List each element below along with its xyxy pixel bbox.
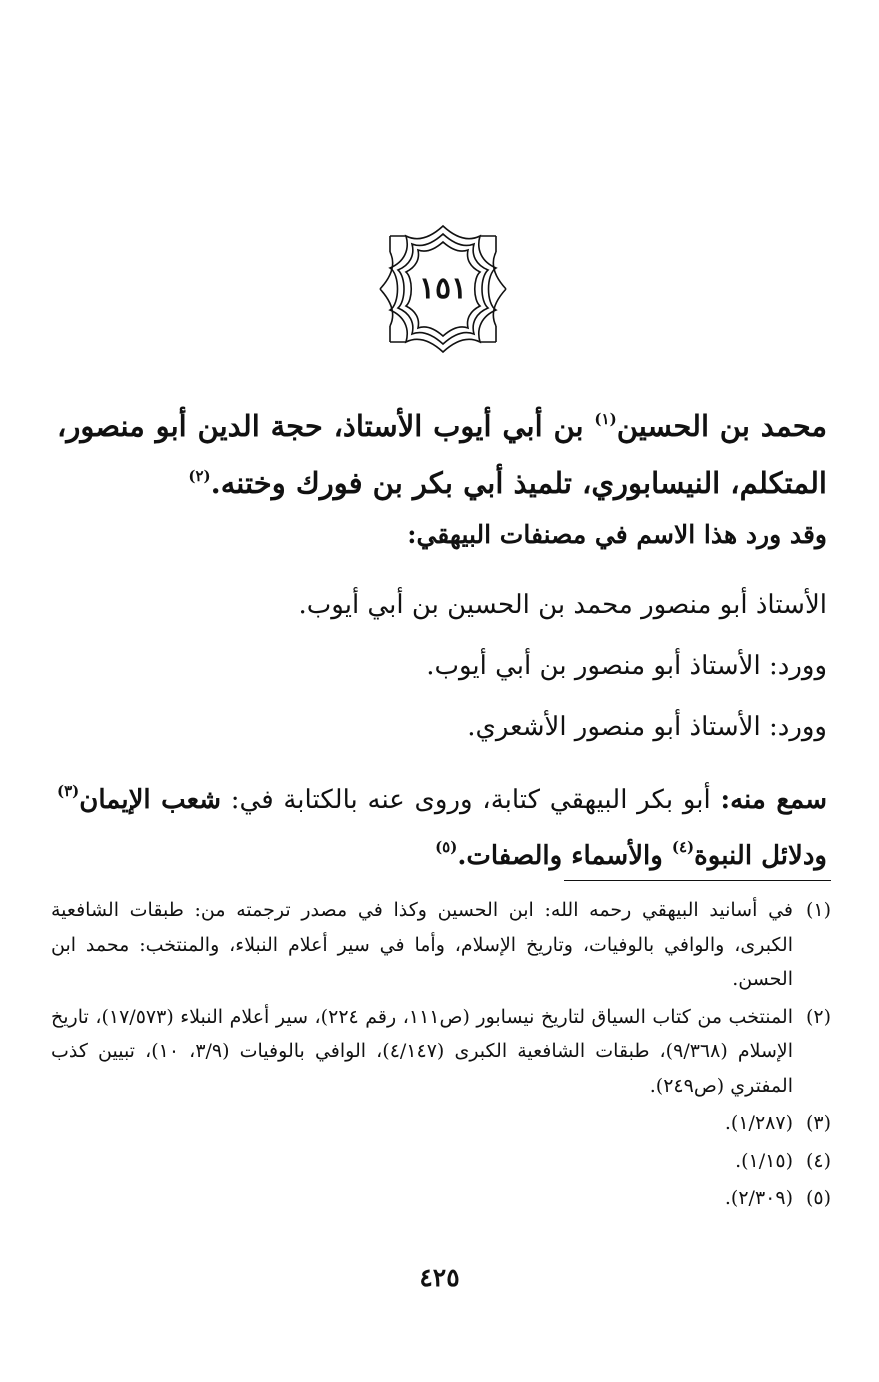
heard-from-text: أبو بكر البيهقي كتابة، وروى عنه بالكتابة في: xyxy=(221,785,721,815)
footnote xyxy=(51,1000,831,1104)
footnote-number: (١) xyxy=(805,899,831,921)
footnote-text: (١/١٥). xyxy=(735,1149,793,1172)
footnote xyxy=(51,1144,831,1179)
footnote-number: (٢) xyxy=(805,1005,831,1028)
footnote-text: المنتخب من كتاب السياق لتاريخ نيسابور (ص١١١، رقم ٢٢٤)، سير أعلام النبلاء (١٧/٥٧٣)، تاريخ الإسلام (٩/٣٦٨)، طبقات الشافعية الكبرى (٤/١٤٧)، الوافي بالوفيات (٣/٩، ١٠)، تبيين كذب المفتري (ص٢٤٩). xyxy=(51,1005,794,1097)
footnote-ref-4[interactable]: (٤) xyxy=(671,838,695,856)
footnote xyxy=(51,1106,831,1141)
book-title-shuab: شعب الإيمان xyxy=(79,785,222,815)
footnote-text: (٢/٣٠٩). xyxy=(724,1187,793,1209)
entry-name-part2: بن أبي أيوب الأستاذ، حجة الدين أبو منصور، المتكلم، النيسابوري، تلميذ أبي بكر بن فورك وختنه. xyxy=(57,409,827,500)
footnotes xyxy=(51,893,831,1219)
entry-heading xyxy=(57,398,827,512)
heard-from-label: سمع منه: xyxy=(720,785,827,815)
entry-name-part1: محمد بن الحسين xyxy=(616,409,827,443)
entry-number-ornament xyxy=(376,222,510,356)
footnote-divider xyxy=(564,880,831,881)
footnote-text: في أسانيد البيهقي رحمه الله: ابن الحسين وكذا في مصدر ترجمته من: طبقات الشافعية الكبرى، والوافي بالوفيات، وتاريخ الإسلام، وأما في سير أعلام النبلاء، والمنتخب: محمد ابن الحسن. xyxy=(51,899,793,990)
footnote-ref-1[interactable]: (١) xyxy=(594,410,617,428)
name-variant-3: وورد: الأستاذ أبو منصور الأشعري. xyxy=(467,712,827,742)
footnote-ref-2[interactable]: (٢) xyxy=(188,467,211,485)
footnote xyxy=(51,893,831,997)
intro-line: وقد ورد هذا الاسم في مصنفات البيهقي: xyxy=(407,520,827,549)
book-title-dalail: ودلائل النبوة xyxy=(694,841,827,871)
name-variant-2: وورد: الأستاذ أبو منصور بن أبي أيوب. xyxy=(426,651,827,681)
page-number: ٤٢٥ xyxy=(419,1263,460,1292)
heard-from-paragraph xyxy=(57,772,827,884)
book-title-asma: والأسماء والصفات. xyxy=(457,841,672,871)
footnote-number: (٥) xyxy=(805,1187,831,1209)
footnote-number: (٣) xyxy=(805,1112,831,1134)
footnote xyxy=(51,1181,831,1216)
footnote-ref-5[interactable]: (٥) xyxy=(435,838,458,856)
footnote-text: (١/٢٨٧). xyxy=(724,1112,793,1134)
footnote-number: (٤) xyxy=(805,1149,831,1172)
name-variant-1: الأستاذ أبو منصور محمد بن الحسين بن أبي أيوب. xyxy=(298,590,827,620)
entry-number: ١٥١ xyxy=(418,271,468,306)
footnote-ref-3[interactable]: (٣) xyxy=(57,782,80,800)
